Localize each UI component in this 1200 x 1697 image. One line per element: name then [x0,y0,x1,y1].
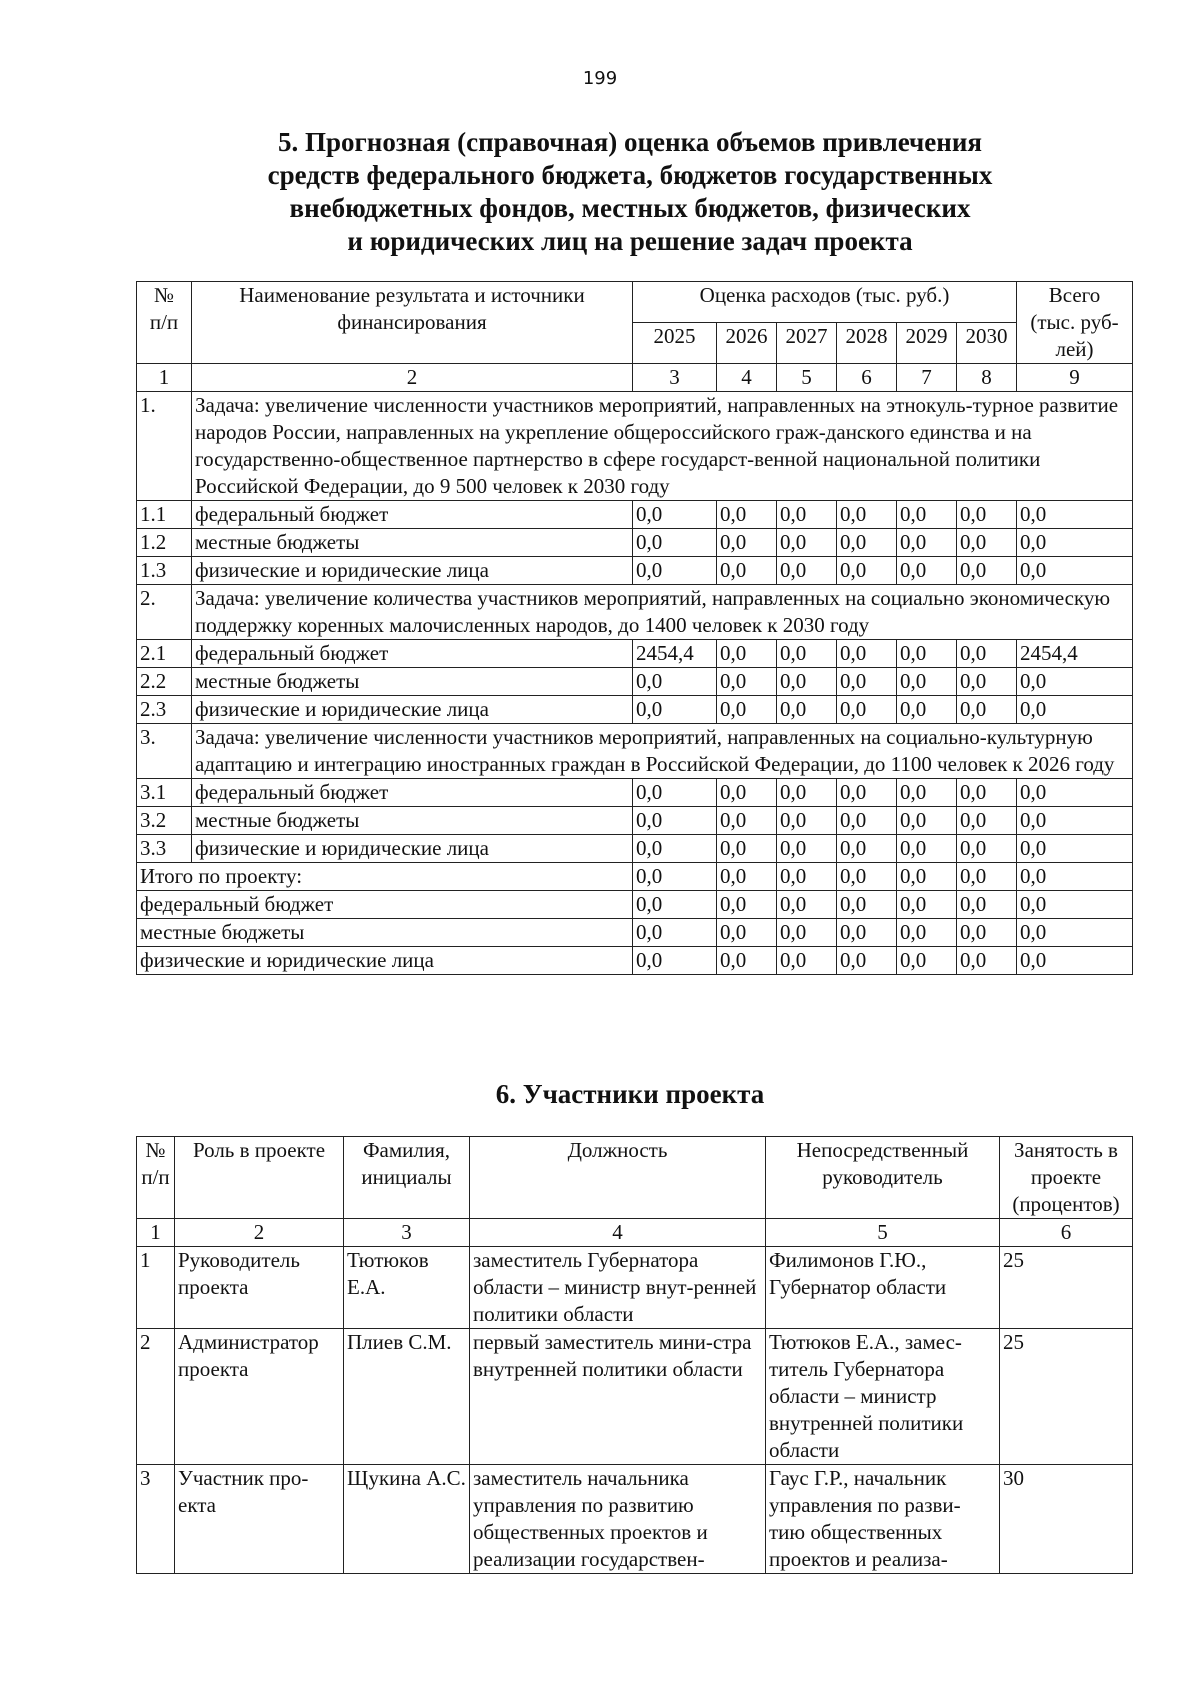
participant-position: первый заместитель мини-стра внутренней политики области [470,1329,766,1465]
funding-row-number: 2.2 [137,668,192,696]
funding-source-name: физические и юридические лица [192,835,633,863]
funding-row [137,668,1133,696]
participants-table-body [137,1137,1133,1574]
funding-value-cell: 0,0 [1017,807,1133,835]
funding-table-body [137,282,1133,975]
funding-row-number: 2.3 [137,696,192,724]
funding-source-name: местные бюджеты [192,668,633,696]
total-value-cell: 0,0 [957,947,1017,975]
funding-value-cell: 0,0 [1017,501,1133,529]
column-number: 1 [137,364,192,392]
total-value-cell: 0,0 [837,947,897,975]
participant-role: Участник про-екта [175,1465,344,1574]
funding-value-cell: 0,0 [633,835,717,863]
participant-employment: 30 [1000,1465,1133,1574]
total-value-cell: 0,0 [777,891,837,919]
funding-row-number: 1.2 [137,529,192,557]
funding-value-cell: 0,0 [1017,529,1133,557]
funding-value-cell: 0,0 [897,640,957,668]
total-value-cell: 0,0 [777,863,837,891]
header-text: финансирования [337,310,487,334]
header-cell-manager [766,1137,1000,1219]
header-cell-year: 2028 [837,323,897,364]
table-header-row [137,282,1133,323]
header-cell-year: 2030 [957,323,1017,364]
funding-source-name: федеральный бюджет [192,640,633,668]
funding-value-cell: 2454,4 [1017,640,1133,668]
header-text: Наименование результата и источники [239,283,585,307]
header-text: Непосредственный [796,1138,969,1162]
task-number: 3. [137,724,192,779]
funding-value-cell: 0,0 [777,668,837,696]
header-text: руководитель [822,1165,943,1189]
total-value-cell: 0,0 [717,919,777,947]
header-text: инициалы [361,1165,452,1189]
participant-manager: Гаус Г.Р., начальник управления по разви-тию общественных проектов и реализа- [766,1465,1000,1574]
funding-source-name: федеральный бюджет [192,779,633,807]
funding-value-cell: 0,0 [717,779,777,807]
column-number-row [137,364,1133,392]
funding-value-cell: 0,0 [897,779,957,807]
funding-row [137,501,1133,529]
funding-value-cell: 0,0 [717,640,777,668]
task-number: 2. [137,585,192,640]
funding-value-cell: 0,0 [837,501,897,529]
funding-value-cell: 0,0 [837,557,897,585]
total-value-cell: 0,0 [1017,863,1133,891]
total-value-cell: 0,0 [777,947,837,975]
task-row [137,392,1133,501]
header-text: лей) [1055,337,1094,361]
header-cell-surname [344,1137,470,1219]
funding-value-cell: 0,0 [897,557,957,585]
participant-position: заместитель Губернатора области – министр внут-ренней политики области [470,1247,766,1329]
funding-value-cell: 0,0 [777,640,837,668]
total-name: федеральный бюджет [137,891,633,919]
funding-value-cell: 0,0 [633,501,717,529]
total-value-cell: 0,0 [633,947,717,975]
funding-source-name: физические и юридические лица [192,557,633,585]
header-text: № [145,1138,166,1162]
funding-value-cell: 0,0 [957,501,1017,529]
header-text: (процентов) [1012,1192,1120,1216]
task-text: Задача: увеличение количества участников мероприятий, направленных на социально экономическую поддержку коренных малочисленных народов, до 1400 человек к 2030 году [192,585,1133,640]
funding-value-cell: 0,0 [837,779,897,807]
participant-role: Администратор проекта [175,1329,344,1465]
total-value-cell: 0,0 [897,863,957,891]
column-number: 5 [766,1219,1000,1247]
header-text: (тыс. руб- [1030,310,1119,334]
column-number: 4 [470,1219,766,1247]
funding-value-cell: 0,0 [837,529,897,557]
total-value-cell: 0,0 [1017,947,1133,975]
participant-surname: Плиев С.М. [344,1329,470,1465]
participant-row [137,1247,1133,1329]
funding-value-cell: 0,0 [897,668,957,696]
total-value-cell: 0,0 [957,891,1017,919]
total-value-cell: 0,0 [717,891,777,919]
column-number: 5 [777,364,837,392]
funding-value-cell: 0,0 [717,807,777,835]
funding-row-number: 1.3 [137,557,192,585]
total-row [137,891,1133,919]
funding-value-cell: 0,0 [1017,779,1133,807]
funding-row [137,557,1133,585]
funding-value-cell: 0,0 [957,835,1017,863]
task-row [137,585,1133,640]
section-5-title-line: и юридических лиц на решение задач проекта [347,226,913,256]
funding-value-cell: 0,0 [633,807,717,835]
total-value-cell: 0,0 [897,891,957,919]
funding-source-name: местные бюджеты [192,807,633,835]
column-number: 2 [192,364,633,392]
funding-value-cell: 0,0 [1017,668,1133,696]
header-cell-role: Роль в проекте [175,1137,344,1219]
total-name: физические и юридические лица [137,947,633,975]
funding-value-cell: 0,0 [633,696,717,724]
header-cell-employment [1000,1137,1133,1219]
header-text: № [153,283,175,307]
header-cell-name [192,282,633,364]
total-value-cell: 0,0 [837,863,897,891]
column-number-row [137,1219,1133,1247]
column-number: 2 [175,1219,344,1247]
funding-value-cell: 0,0 [897,529,957,557]
funding-value-cell: 0,0 [837,696,897,724]
funding-value-cell: 0,0 [717,696,777,724]
funding-value-cell: 0,0 [633,779,717,807]
participant-manager: Филимонов Г.Ю., Губернатор области [766,1247,1000,1329]
funding-source-name: физические и юридические лица [192,696,633,724]
funding-value-cell: 0,0 [717,557,777,585]
funding-value-cell: 0,0 [1017,557,1133,585]
header-text: проекте [1030,1165,1102,1189]
task-text: Задача: увеличение численности участников мероприятий, направленных на социально-культурную адаптацию и интеграцию иностранных граждан в Российской Федерации, до 1100 человек к 2026 году [192,724,1133,779]
header-text: п/п [141,1165,170,1189]
participant-number: 3 [137,1465,175,1574]
funding-value-cell: 0,0 [897,835,957,863]
header-cell-year: 2029 [897,323,957,364]
column-number: 3 [633,364,717,392]
funding-value-cell: 0,0 [897,807,957,835]
total-value-cell: 0,0 [717,947,777,975]
section-5-title [150,126,1110,258]
total-value-cell: 0,0 [837,919,897,947]
funding-value-cell: 0,0 [633,557,717,585]
funding-value-cell: 0,0 [897,501,957,529]
header-cell-estimate: Оценка расходов (тыс. руб.) [633,282,1017,323]
participant-number: 1 [137,1247,175,1329]
funding-value-cell: 0,0 [777,779,837,807]
funding-value-cell: 0,0 [777,557,837,585]
table-header-row [137,1137,1133,1219]
funding-row-number: 3.1 [137,779,192,807]
funding-value-cell: 0,0 [837,668,897,696]
participant-manager: Тютюков Е.А., замес-титель Губернатора области – министр внутренней политики области [766,1329,1000,1465]
total-row [137,947,1133,975]
column-number: 4 [717,364,777,392]
total-value-cell: 0,0 [957,919,1017,947]
total-value-cell: 0,0 [1017,891,1133,919]
funding-row-number: 1.1 [137,501,192,529]
header-cell-year: 2025 [633,323,717,364]
funding-row [137,779,1133,807]
participant-role: Руководитель проекта [175,1247,344,1329]
column-number: 7 [897,364,957,392]
header-text: Занятость в [1014,1138,1118,1162]
funding-value-cell: 0,0 [717,668,777,696]
total-name: местные бюджеты [137,919,633,947]
total-value-cell: 0,0 [897,947,957,975]
funding-value-cell: 0,0 [777,807,837,835]
funding-value-cell: 0,0 [897,696,957,724]
total-value-cell: 0,0 [633,863,717,891]
header-text: п/п [149,310,179,334]
funding-value-cell: 0,0 [1017,696,1133,724]
funding-row-number: 3.3 [137,835,192,863]
participant-employment: 25 [1000,1247,1133,1329]
section-5-title-line: средств федерального бюджета, бюджетов государственных [267,160,993,190]
total-value-cell: 0,0 [897,919,957,947]
total-value-cell: 0,0 [633,919,717,947]
total-value-cell: 0,0 [717,863,777,891]
total-value-cell: 0,0 [633,891,717,919]
header-cell-num [137,282,192,364]
task-number: 1. [137,392,192,501]
funding-value-cell: 0,0 [633,529,717,557]
funding-value-cell: 0,0 [1017,835,1133,863]
funding-value-cell: 0,0 [837,835,897,863]
total-value-cell: 0,0 [957,863,1017,891]
participant-row [137,1465,1133,1574]
column-number: 3 [344,1219,470,1247]
funding-value-cell: 0,0 [777,696,837,724]
total-value-cell: 0,0 [777,919,837,947]
header-cell-year: 2027 [777,323,837,364]
funding-value-cell: 0,0 [837,807,897,835]
header-cell-num [137,1137,175,1219]
header-cell-total [1017,282,1133,364]
section-5-title-line: внебюджетных фондов, местных бюджетов, физических [289,193,971,223]
task-text: Задача: увеличение численности участников мероприятий, направленных на этнокуль-турное развитие народов России, направленных на укрепление общероссийского граж-данского единства и на государственно-общественное партнерство в сфере государст-венной национальной политики Российской Федерации, до 9 500 человек к 2030 году [192,392,1133,501]
total-value-cell: 0,0 [837,891,897,919]
total-name: Итого по проекту: [137,863,633,891]
funding-value-cell: 0,0 [717,835,777,863]
funding-value-cell: 0,0 [777,835,837,863]
participant-surname: Тютюков Е.А. [344,1247,470,1329]
funding-value-cell: 0,0 [957,668,1017,696]
task-row [137,724,1133,779]
funding-row [137,640,1133,668]
funding-row [137,807,1133,835]
column-number: 8 [957,364,1017,392]
funding-value-cell: 0,0 [957,807,1017,835]
funding-value-cell: 0,0 [633,668,717,696]
funding-value-cell: 0,0 [957,696,1017,724]
funding-row-number: 2.1 [137,640,192,668]
total-row [137,919,1133,947]
funding-source-name: федеральный бюджет [192,501,633,529]
funding-source-name: местные бюджеты [192,529,633,557]
header-cell-position: Должность [470,1137,766,1219]
funding-row [137,835,1133,863]
participant-row [137,1329,1133,1465]
funding-value-cell: 0,0 [957,529,1017,557]
participant-surname: Щукина А.С. [344,1465,470,1574]
column-number: 6 [837,364,897,392]
funding-row-number: 3.2 [137,807,192,835]
funding-value-cell: 0,0 [717,529,777,557]
total-row [137,863,1133,891]
page-number: 199 [582,68,618,89]
funding-value-cell: 0,0 [957,779,1017,807]
funding-value-cell: 0,0 [777,501,837,529]
funding-table [136,281,1133,975]
column-number: 1 [137,1219,175,1247]
column-number: 6 [1000,1219,1133,1247]
funding-value-cell: 0,0 [837,640,897,668]
funding-value-cell: 2454,4 [633,640,717,668]
participant-number: 2 [137,1329,175,1465]
funding-value-cell: 0,0 [957,640,1017,668]
header-cell-year: 2026 [717,323,777,364]
participant-position: заместитель начальника управления по развитию общественных проектов и реализации государствен- [470,1465,766,1574]
funding-value-cell: 0,0 [957,557,1017,585]
funding-row [137,696,1133,724]
column-number: 9 [1017,364,1133,392]
participant-employment: 25 [1000,1329,1133,1465]
total-value-cell: 0,0 [1017,919,1133,947]
header-text: Фамилия, [362,1138,451,1162]
funding-value-cell: 0,0 [717,501,777,529]
section-6-title: 6. Участники проекта [495,1079,765,1109]
header-text: Всего [1048,283,1101,307]
section-5-title-line: 5. Прогнозная (справочная) оценка объемов привлечения [278,127,982,157]
funding-value-cell: 0,0 [777,529,837,557]
participants-table [136,1136,1133,1574]
funding-row [137,529,1133,557]
